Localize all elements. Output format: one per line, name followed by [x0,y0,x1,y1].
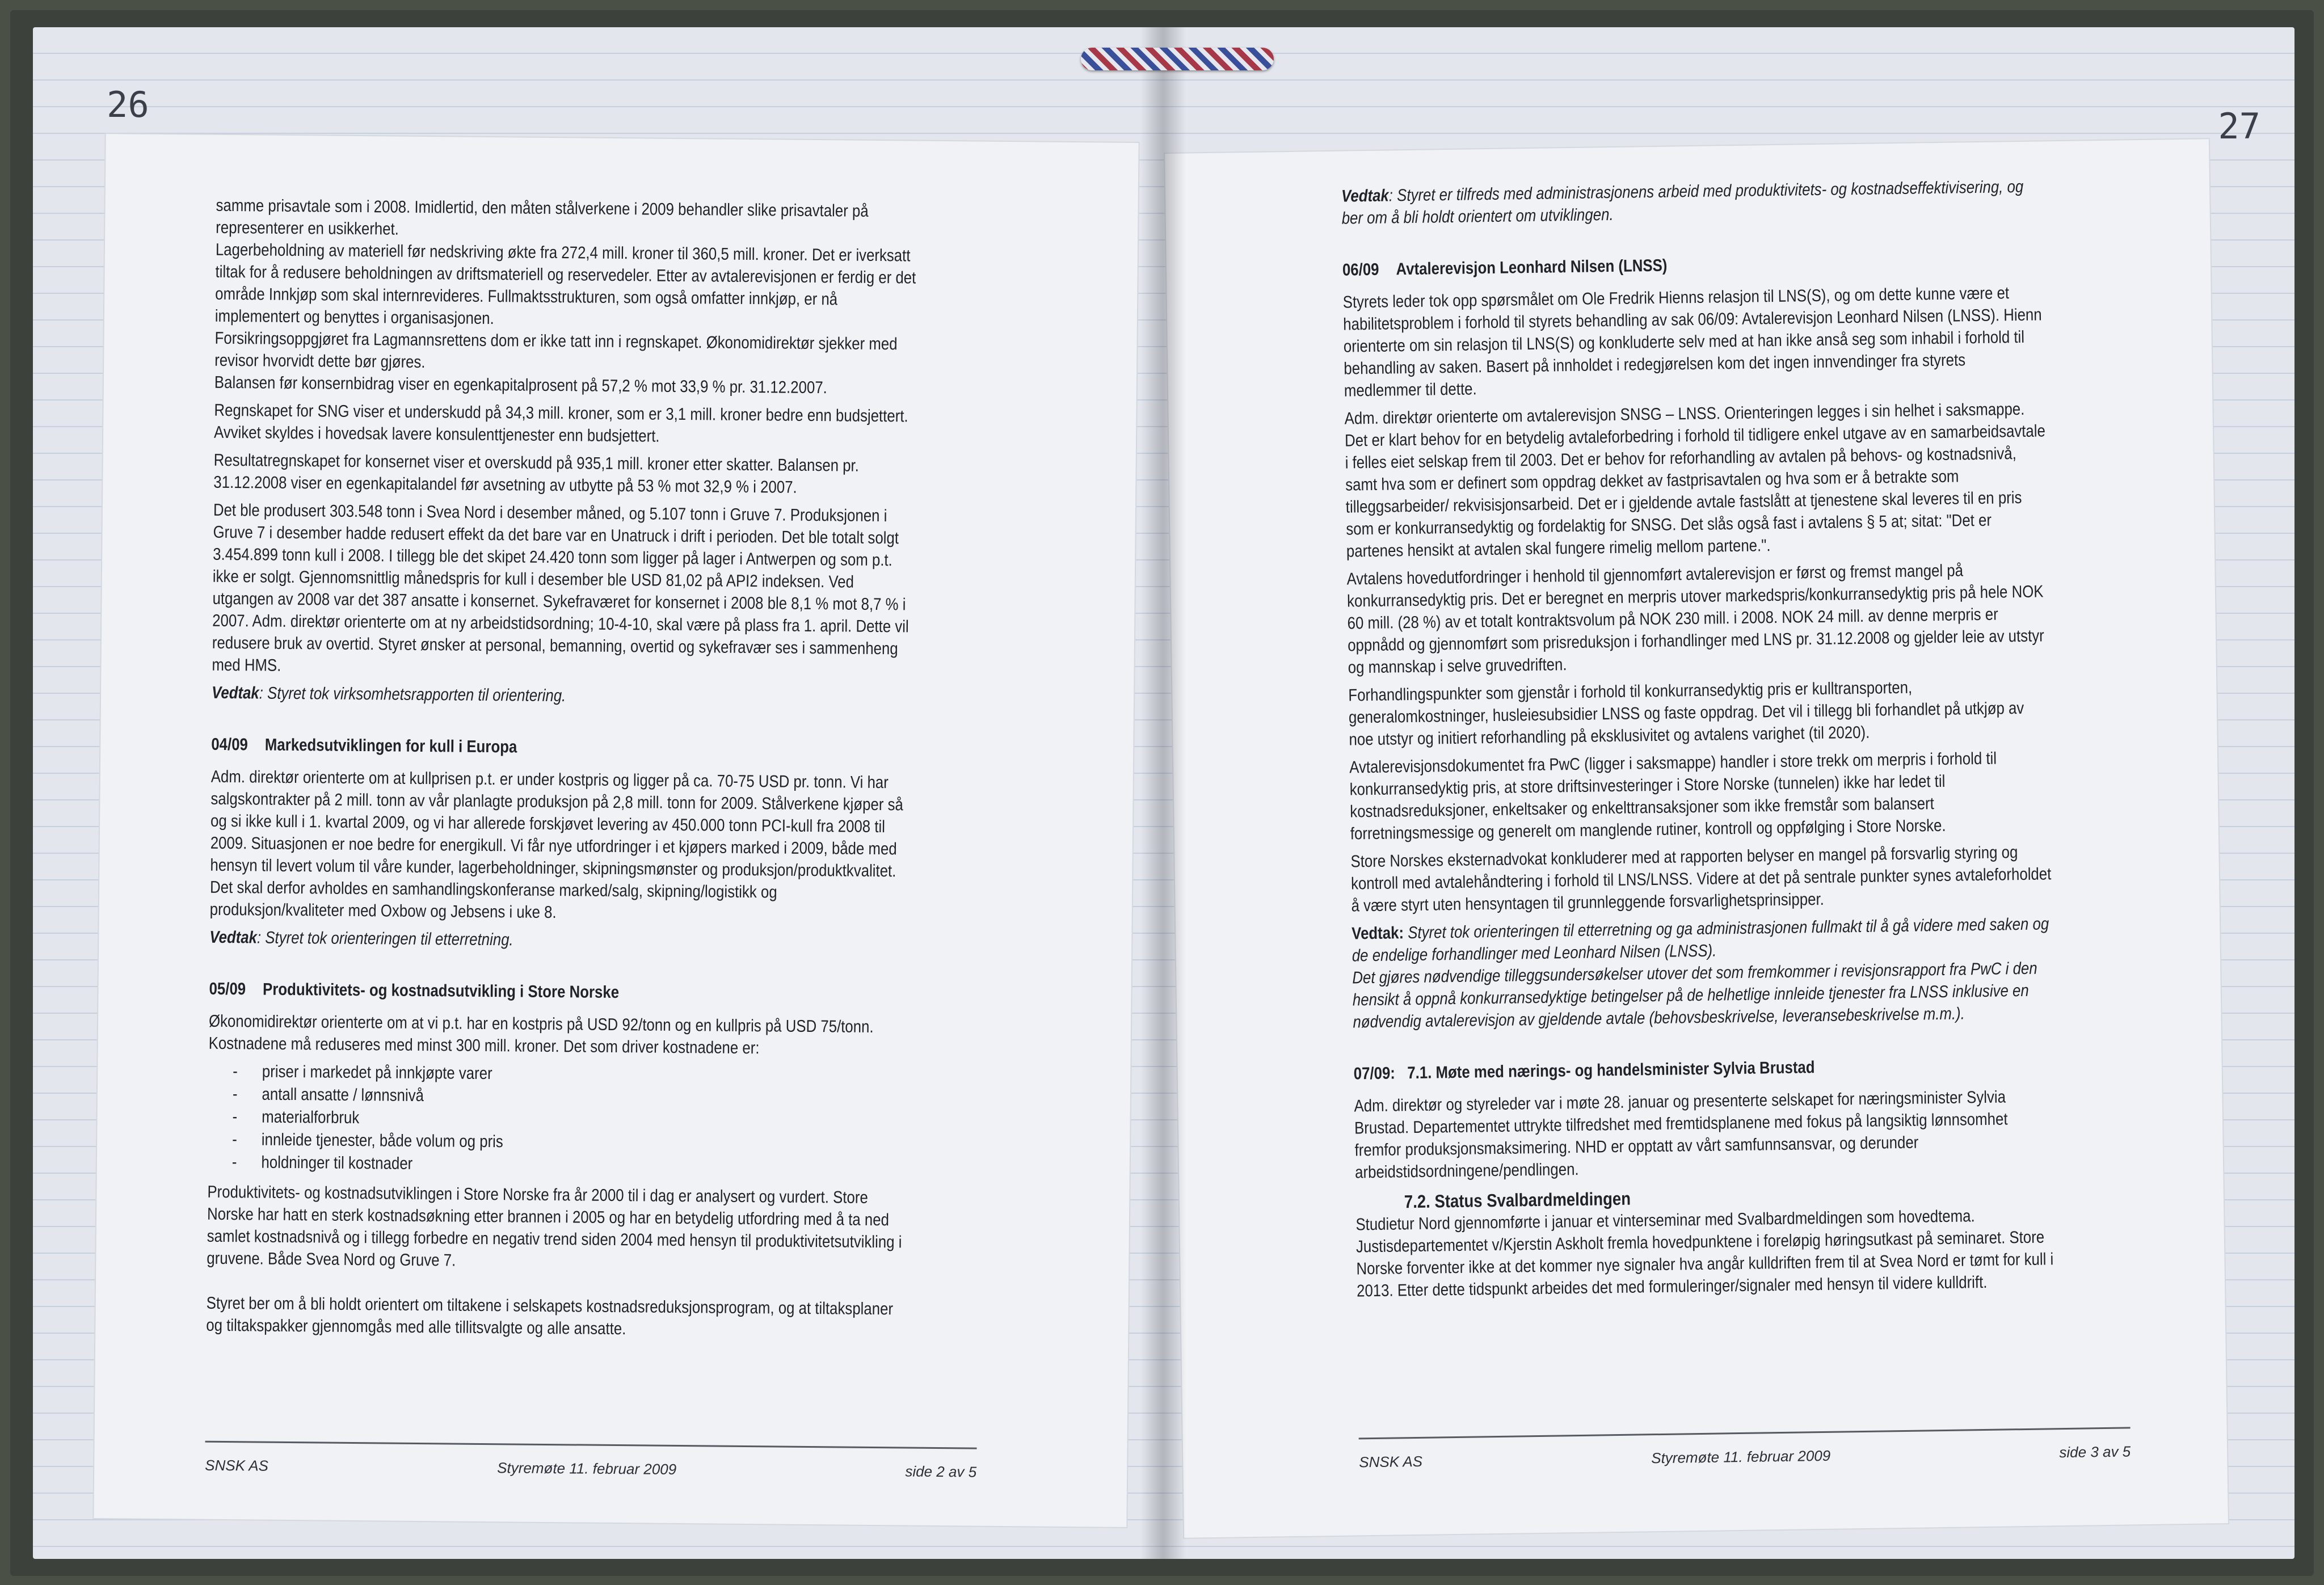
page-footer-left [205,1457,976,1481]
footer-company: SNSK AS [205,1456,269,1474]
section-heading-0609 [1342,249,2045,281]
vedtak-text: Styret tok orienteringen til etterretning og ga administrasjonen fullmakt til å gå videre med saken og de endelige forhandlinger med Leonhard Nilsen (LNSS). [1352,914,2049,966]
paragraph: Adm. direktør og styreleder var i møte 28. januar og presenterte selskapet for næringsminister Sylvia Brustad. Departementet uttrykte tilfredshet med fremtidsplanene med fokus på langsiktig lønnsomhet fremfor produksjonsmaksimering. NHD er opptatt av vårt samfunnsansvar, og derunder arbeidstidsordningene/pendlingen. [1354,1087,2008,1182]
paragraph: Styrets leder tok opp spørsmålet om Ole Fredrik Hienns relasjon til LNS(S), og om dette kunne være et habilitetsproblem i forhold til styrets behandling av sak 06/09: Avtalerevisjon Leonhard Nilsen (LNSS). Hienn orienterte om sin relasjon til LNS(S) og konkluderte selv med at han ikke anså seg som inhabil i forhold til behandling av saken. Basert på innholdet i redegjørelsen kom det ingen innvendinger fra styrets medlemmer til dette. [1342,284,2042,401]
paragraph: Lagerbeholdning av materiell før nedskriving økte fra 272,4 mill. kroner til 360,5 mill. kroner. Det er iverksatt tiltak for å redusere beholdningen av driftsmateriell og reservedeler. Etter av avtalerevisjonen er ferdig er det område Innkjøp som skal internrevideres. Fullmaktsstrukturen, som også omfatter innkjøp, er nå implementert og benyttes i organisasjonen. [214,240,916,328]
document-sheet-left [94,134,1138,1527]
vedtak-label: Vedtak [211,683,259,703]
section-heading-0409 [211,734,914,762]
list-item: - priser i markedet på innkjøpte varer [233,1062,492,1084]
vedtak-text: : Styret tok orienteringen til etterretning. [256,928,513,950]
paragraph: Avtalerevisjonsdokumentet fra PwC (ligger i saksmappe) handler i store trekk om merpris i forhold til konkurransedyktig pris, at store driftsinvesteringer i Store Norske (tunnelen) ikke har ledet til kostnadsreduksjoner, enkeltsaker og enkelttransaksjoner som ikke fremstår som balansert forretningsmessige og generelt om manglende rutiner, kontroll og oppfølging i Store Norske. [1349,749,1997,844]
vedtak-text: : Styret er tilfreds med administrasjonens arbeid med produktivitets- og kostnadseffektivisering, og ber om å bli holdt orientert om utviklingen. [1341,177,2024,228]
vedtak-decision [212,682,915,710]
vedtak-text: : Styret tok virksomhetsrapporten til orientering. [259,684,566,706]
section-number: 04/09 [211,735,249,754]
paragraph: Produktivitets- og kostnadsutviklingen i Store Norske fra år 2000 til i dag er analysert og vurdert. Store Norske har hatt en sterk kostnadsøkning etter brannen i 2005 og har en betydelig utfordring med å ta ned samlet kostnadsnivå og i tillegg forbedre en negativ trend siden 2004 med hensyn til produktivitetsutvikling i gruvene. Både Svea Nord og Gruve 7. [207,1182,902,1270]
list-item: - materialforbruk [232,1107,360,1128]
paragraph: Resultatregnskapet for konsernet viser et overskudd på 935,1 mill. kroner etter skatter. Balansen pr. 31.12.2008 viser en egenkapitalandel før avsetning av utbytte på 53 % mot 32,9 % i 2007. [213,450,859,497]
section-heading-0709 [1353,1053,2056,1085]
cost-driver-list [208,1060,911,1179]
section-title: Avtalerevisjon Leonhard Nilsen (LNSS) [1396,256,1668,279]
footer-page: side 3 av 5 [2059,1443,2131,1461]
sub-heading-72: 7.2. Status Svalbardmeldingen [1404,1188,1631,1212]
footer-meeting: Styremøte 11. februar 2009 [497,1459,677,1478]
paragraph: Regnskapet for SNG viser et underskudd på 34,3 mill. kroner, som er 3,1 mill. kroner bedre enn budsjettert. Avviket skyldes i hovedsak lavere konsulenttjenester enn budsjettert. [213,401,908,446]
list-item: - holdninger til kostnader [231,1153,413,1173]
section-title: Markedsutviklingen for kull i Europa [264,735,517,757]
paragraph: Styret ber om å bli holdt orientert om tiltakene i selskapets kostnadsreduksjonsprogram, og at tiltaksplaner og tiltakspakker gjennomgås med alle tillitsvalgte og alle ansatte. [206,1293,894,1339]
section-number: 05/09 [209,979,246,999]
vedtak-decision [1341,175,2044,229]
vedtak-label: Vedtak: [1352,924,1404,943]
section-title: Produktivitets- og kostnadsutvikling i Store Norske [262,980,620,1002]
vedtak-label: Vedtak [209,928,258,947]
paragraph: Forhandlingspunkter som gjenstår i forhold til konkurransedyktig pris er kulltransporten, generalomkostninger, husleiesubsidier LNSS og faste oppdrag. Det vil i tillegg bli forhandlet på utkjøp av noe utstyr og initiert reforhandling på eksklusivitet og avtalens varighet (til 2020). [1348,678,2024,749]
paragraph: Store Norskes eksternadvokat konkluderer med at rapporten belyser en mangel på forsvarlig styring og kontroll med avtalehåndtering i forhold til LNS/LNSS. Videre at det på sentrale punkter synes avtaleforholdet å være styrt uten hensyntagen til grunnleggende forsvarlighetsprinsipper. [1350,843,2052,916]
section-title: 7.1. Møte med nærings- og handelsminister Sylvia Brustad [1407,1058,1815,1083]
paragraph: Avtalens hovedutfordringer i henhold til gjennomført avtalerevisjon er først og fremst mangel på konkurransedyktig pris. Det er beregnet en merpris utover markedspris/konkurransedyktig pris på hele NOK 60 mill. (28 %) av et totalt kontraktsvolum på NOK 230 mill. i 2008. NOK 24 mill. av denne merpris er oppnådd og gjennomført som prisreduksjon i forhandlinger med LNS pr. 31.12.2008 og gjelder leie av utstyr og mannskap i selve gruvedriften. [1346,561,2044,677]
paragraph: Økonomidirektør orienterte om at vi p.t. har en kostpris på USD 92/tonn og en kullpris på USD 75/tonn. Kostnadene må reduseres med minst 300 mill. kroner. Det som driver kostnadene er: [208,1011,874,1058]
vedtak-label: Vedtak [1341,186,1390,206]
section-number: 07/09: [1353,1064,1396,1084]
right-book-page [1163,27,2294,1559]
footer-divider [1359,1427,2131,1439]
footer-meeting: Styremøte 11. februar 2009 [1651,1447,1831,1467]
paragraph: Balansen før konsernbidrag viser en egenkapitalprosent på 57,2 % mot 33,9 % pr. 31.12.2007. [214,373,827,398]
paragraph: Studietur Nord gjennomførte i januar et vinterseminar med Svalbardmeldingen som hovedtema. Justisdepartementet v/Kjerstin Askholt fremla hovedpunktene i foreløpig høringsutkast på seminaret. Store Norske forventer ikke at det kommer nye signaler hva angår kulldriften frem til at Svea Nord er tømt for kull i 2013. Etter dette tidspunkt arbeides det med formuleringer/signaler med hensyn til videre kulldrift. [1355,1207,2054,1301]
binding-cord [1081,48,1274,70]
book-gutter-shadow [1140,27,1186,1559]
page-number-left: 26 [107,84,149,125]
paragraph: Adm. direktør orienterte om at kullprisen p.t. er under kostpris og ligger på ca. 70-75 USD pr. tonn. Vi har salgskontrakter på 2 mill. tonn av vår planlagte produksjon på 2,8 mill. tonn for 2009. Stålverkene kjøper så og si ikke kull i 1. kvartal 2009, og vi har allerede forskjøvet levering av 450.000 tonn PCI-kull fra 2008 til 2009. Situasjonen er noe bedre for energikull. Vi får nye utfordringer i et kjøpers marked i 2009, både med hensyn til levert volum til våre kunder, lagerbeholdninger, skipningsmønster og produksjon/produktkvalitet. Det skal derfor avholdes en samhandlingskonferanse marked/salg, skipning/logistikk og produksjon/kvaliteter med Oxbow og Jebsens i uke 8. [209,767,903,922]
section-heading-0509 [209,978,912,1006]
paragraph: Det ble produsert 303.548 tonn i Svea Nord i desember måned, og 5.107 tonn i Gruve 7. Produksjonen i Gruve 7 i desember hadde redusert effekt da det bare var en Unatruck i drift i perioden. Det ble totalt solgt 3.454.899 tonn kull i 2008. I tillegg ble det skipet 24.420 tonn som ligger på lager i Antwerpen og som p.t. ikke er solgt. Gjennomsnittlig månedspris for kull i desember ble USD 81,02 på API2 indeksen. Ved utgangen av 2008 var det 387 ansatte i konsernet. Sykefraværet for konsernet i 2008 ble 8,1 % mot 8,7 % i 2007. Adm. direktør orienterte om at ny arbeidstidsordning; 10-4-10, skal være på plass fra 1. april. Dette vil redusere bruk av overtid. Styret ønsker at personal, bemanning, overtid og sykefravær ses i sammenheng med HMS. [212,500,909,675]
document-body-left [206,195,919,1348]
page-footer-right [1359,1443,2131,1471]
footer-divider [205,1441,977,1449]
footer-page: side 2 av 5 [905,1462,977,1481]
list-item: - antall ansatte / lønnsnivå [232,1085,424,1106]
vedtak-additional: Det gjøres nødvendige tilleggsundersøkelser utover det som fremkommer i revisjonsrapport fra PwC i den hensikt å oppnå konkurransedyktige betingelser på de helhetlige innleide tjenester fra LNSS inklusive en nødvendig avtalerevisjon av gjeldende avtale (behovsbeskrivelse, leveransebeskrivelse m.m.). [1352,959,2037,1032]
paragraph: Forsikringsoppgjøret fra Lagmannsrettens dom er ikke tatt inn i regnskapet. Økonomidirektør sjekker med revisor hvorvidt dette bør gjøres. [214,328,898,372]
section-number: 06/09 [1342,260,1379,280]
page-number-right: 27 [2218,106,2260,147]
left-book-page [33,27,1163,1559]
paragraph: samme prisavtale som i 2008. Imidlertid, den måten stålverkene i 2009 behandler slike prisavtaler på representerer en usikkerhet. [216,196,869,239]
paragraph: Adm. direktør orienterte om avtalerevisjon SNSG – LNSS. Orienteringen legges i sin helhet i saksmappe. Det er klart behov for en betydelig avtaleforbedring i forhold til tidligere enkel utgave av en samarbeidsavtale i felles eiet selskap frem til 2003. Det er behov for reforhandling av avtalen på behovs- og kostnadsnivå, samt hva som er definert som oppdrag dekket av fastprisavtalen og hva som er å betrakte som tilleggsarbeider/ rekvisisjonsarbeid. Det er i gjeldende avtale fastslått at tjenestene skal leveres til en pris som er konkurransedyktig og fordelaktig for SNSG. Det slås også fast i avtalens § 5 at; sitat: "Det er partenes hensikt at avtalen skal fungere rimelig mellom partene.". [1344,399,2046,561]
vedtak-decision [209,926,912,955]
document-sheet-right [1165,139,2228,1537]
footer-company: SNSK AS [1359,1452,1423,1471]
list-item: - innleide tjenester, både volum og pris [232,1130,503,1152]
document-body-right [1341,175,2060,1308]
